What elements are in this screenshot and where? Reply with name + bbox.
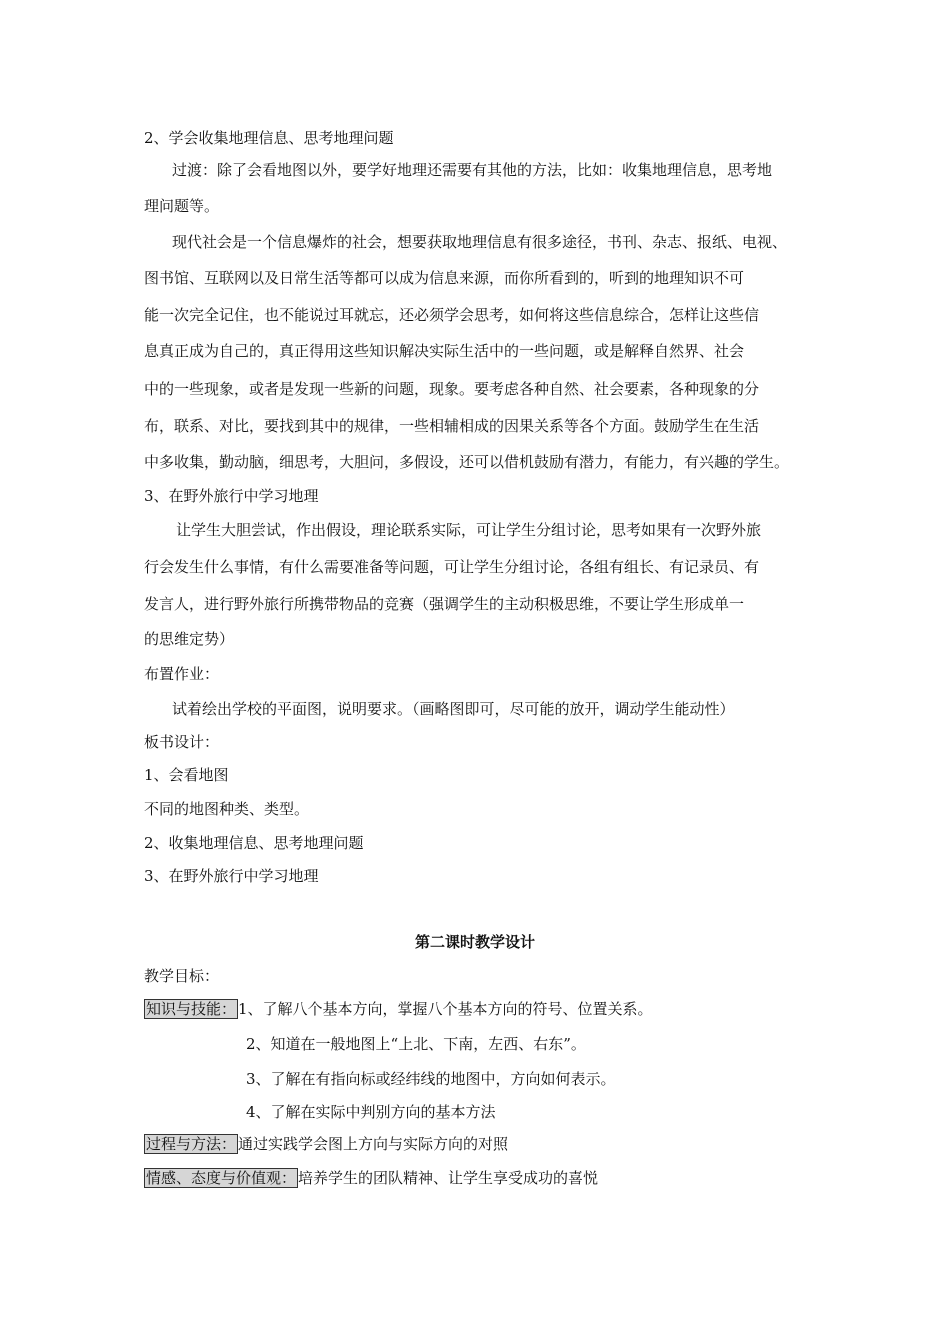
- field-trip-line-1: 让学生大胆尝试，作出假设，理论联系实际，可让学生分组讨论，思考如果有一次野外旅: [176, 521, 762, 539]
- field-trip-line-4: 的思维定势）: [144, 630, 235, 648]
- modern-society-line-7: 中多收集，勤动脑，细思考，大胆问，多假设，还可以借机鼓励有潜力，有能力，有兴趣的学生。: [144, 453, 790, 471]
- knowledge-row: [144, 999, 653, 1019]
- modern-society-line-5: 中的一些现象，或者是发现一些新的问题，现象。要考虑各种自然、社会要素，各种现象的分: [144, 380, 760, 398]
- knowledge-item-3: 3、了解在有指向标或经纬线的地图中，方向如何表示。: [246, 1070, 616, 1088]
- emotion-row: [144, 1168, 598, 1188]
- knowledge-tag: 知识与技能：: [146, 1000, 237, 1018]
- emotion-text: 培养学生的团队精神、让学生享受成功的喜悦: [298, 1169, 599, 1187]
- homework-heading: 布置作业：: [144, 665, 220, 683]
- transition-line-2: 理问题等。: [144, 197, 220, 215]
- goals-heading: 教学目标：: [144, 967, 220, 985]
- process-tag: 过程与方法：: [146, 1135, 237, 1153]
- knowledge-item-2: 2、知道在一般地图上“上北、下南，左西、右东”。: [246, 1035, 586, 1053]
- board-line-2: 不同的地图种类、类型。: [144, 800, 310, 818]
- modern-society-line-3: 能一次完全记住，也不能说过耳就忘，还必须学会思考，如何将这些信息综合，怎样让这些信: [144, 306, 760, 324]
- process-row: [144, 1134, 508, 1154]
- knowledge-item-4: 4、了解在实际中判别方向的基本方法: [246, 1103, 496, 1121]
- emotion-tag: 情感、态度与价值观：: [146, 1169, 297, 1187]
- modern-society-line-2: 图书馆、互联网以及日常生活等都可以成为信息来源，而你所看到的，听到的地理知识不可: [144, 269, 745, 287]
- board-line-4: 3、在野外旅行中学习地理: [144, 867, 319, 885]
- knowledge-item-1: 1、了解八个基本方向，掌握八个基本方向的符号、位置关系。: [238, 1000, 653, 1018]
- modern-society-line-6: 布，联系、对比，要找到其中的规律，一些相辅相成的因果关系等各个方面。鼓励学生在生活: [144, 417, 760, 435]
- board-line-3: 2、收集地理信息、思考地理问题: [144, 834, 364, 852]
- board-line-1: 1、会看地图: [144, 766, 229, 784]
- process-text: 通过实践学会图上方向与实际方向的对照: [238, 1135, 509, 1153]
- modern-society-line-1: 现代社会是一个信息爆炸的社会，想要获取地理信息有很多途径，书刊、杂志、报纸、电视、: [172, 233, 788, 251]
- field-trip-line-3: 发言人，进行野外旅行所携带物品的竞赛（强调学生的主动积极思维，不要让学生形成单一: [144, 595, 745, 613]
- board-design-heading: 板书设计：: [144, 733, 220, 751]
- item2-heading: 2、学会收集地理信息、思考地理问题: [144, 129, 394, 147]
- homework-text: 试着绘出学校的平面图，说明要求。（画略图即可，尽可能的放开，调动学生能动性）: [172, 700, 735, 718]
- lesson2-title: 第二课时教学设计: [414, 933, 535, 951]
- field-trip-line-2: 行会发生什么事情，有什么需要准备等问题，可让学生分组讨论，各组有组长、有记录员、有: [144, 558, 760, 576]
- item3-heading: 3、在野外旅行中学习地理: [144, 487, 319, 505]
- modern-society-line-4: 息真正成为自己的，真正得用这些知识解决实际生活中的一些问题，或是解释自然界、社会: [144, 342, 745, 360]
- transition-line-1: 过渡：除了会看地图以外，要学好地理还需要有其他的方法，比如：收集地理信息，思考地: [172, 161, 773, 179]
